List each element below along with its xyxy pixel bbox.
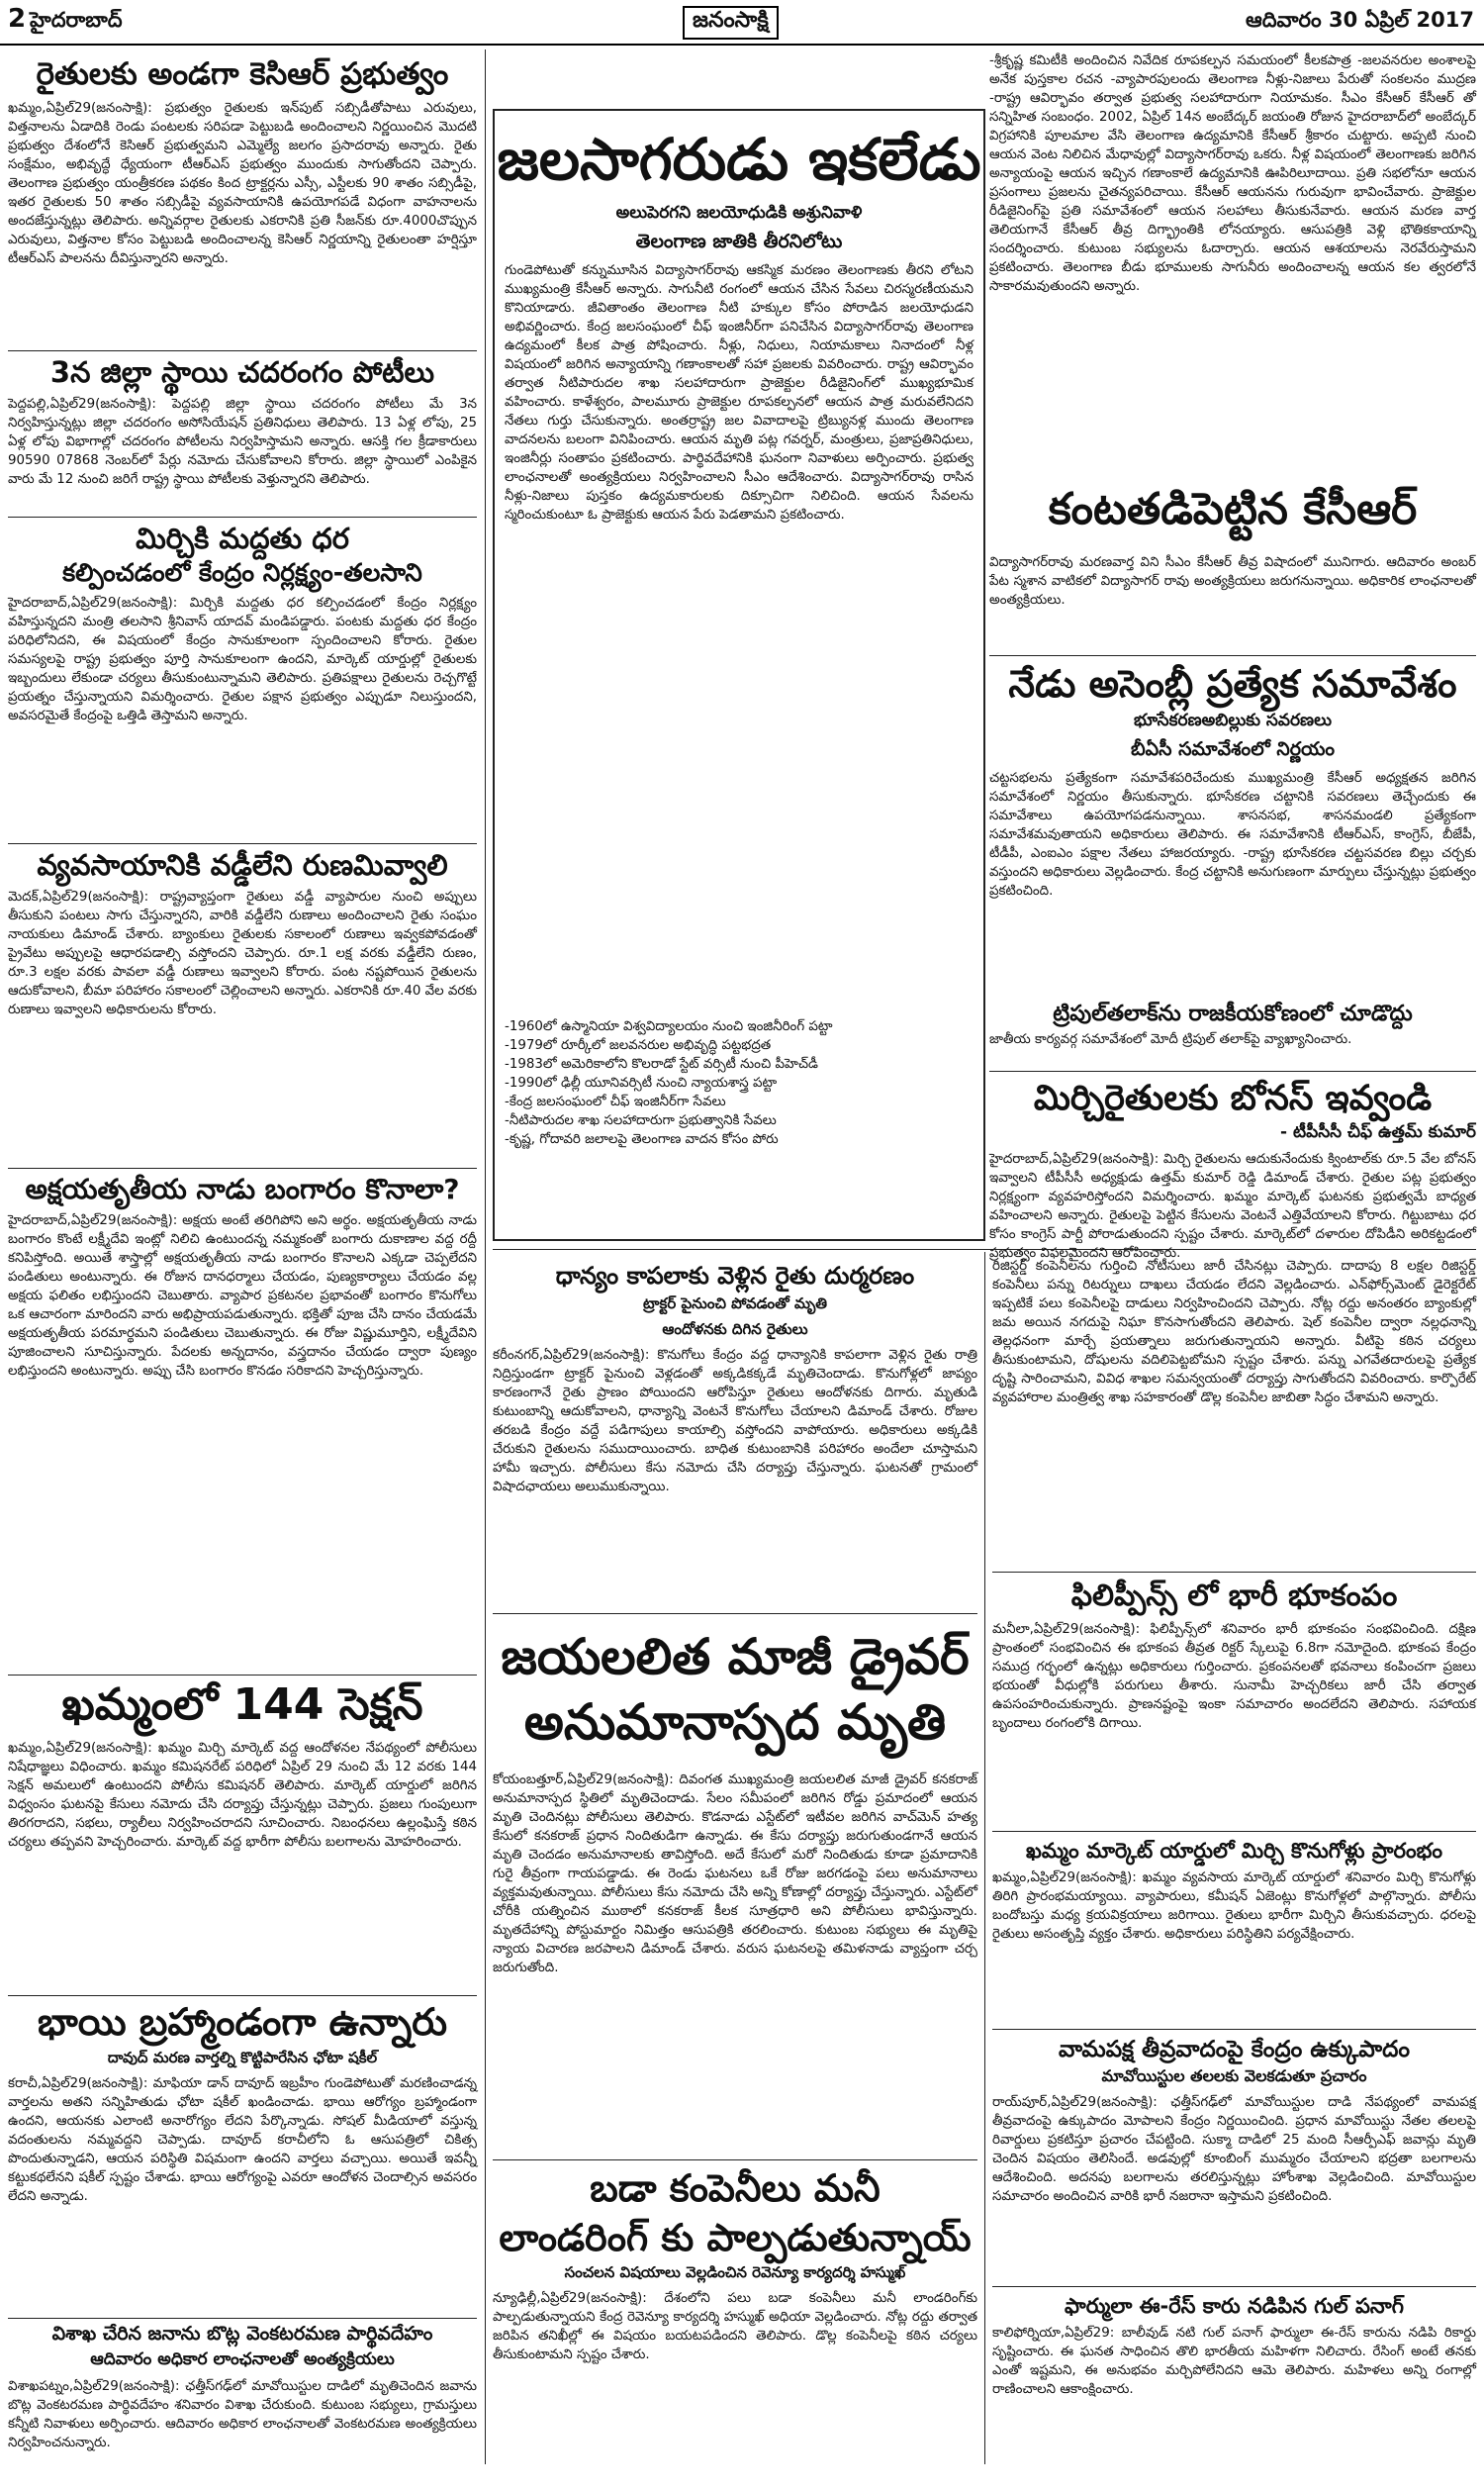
divider bbox=[8, 1995, 477, 1996]
bio-item: -కృష్ణ, గోదావరి జలాలపై తెలంగాణ వాదన కోసం పోరు bbox=[505, 1131, 779, 1147]
article-body: చట్టసభలను ప్రత్యేకంగా సమావేశపరిచేందుకు ముఖ్యమంత్రి కేసీఆర్ అధ్యక్షతన జరిగిన సమావేశంలో నిర్ణయం తీసుకున్నారు. భూసేకరణ చట్టానికి సవరణలు తెచ్చేందుకు ఈ సమావేశాలు ఉపయోగపడనున్నాయి. శాసనసభ, శాసనమండలి ప్రత్యేకంగా సమావేశమవుతాయని అధికారులు తెలిపారు. ఈ సమావేశానికి టీఆర్‌ఎస్, కాంగ్రెస్, బీజేపీ, టీడీపీ, ఎంఐఎం పక్షాల నేతలు హాజరయ్యారు. -రాష్ట్ర భూసేకరణ చట్టసవరణ బిల్లు చర్చకు వస్తుందని అధికారులు వెల్లడించారు. కేంద్ర చట్టానికి అనుగుణంగా మార్పులు చేస్తున్నట్లు ప్రభుత్వం ప్రకటించింది. bbox=[989, 770, 1476, 899]
headline: 3న జిల్లా స్థాయి చదరంగం పోటీలు bbox=[49, 355, 435, 389]
headline: మిర్చిరైతులకు బోనస్ ఇవ్వండి bbox=[1033, 1079, 1433, 1118]
divider bbox=[992, 1572, 1476, 1573]
headline: వ్యవసాయానికి వడ్డీలేని రుణమివ్వాలి bbox=[37, 848, 448, 882]
divider bbox=[992, 2286, 1476, 2287]
bio-list bbox=[495, 1013, 983, 1149]
divider bbox=[8, 2318, 477, 2319]
headline: జయలలిత మాజీ డ్రైవర్ bbox=[501, 1628, 970, 1685]
headline-line2: అనుమానాస్పద మృతి bbox=[523, 1692, 947, 1751]
headline: రైతులకు అండగా కెసిఆర్ ప్రభుత్వం bbox=[36, 56, 449, 92]
article-assembly bbox=[989, 663, 1476, 919]
lead-headline: జలసాగరుడు ఇకలేడు bbox=[497, 126, 981, 193]
article-akshaya bbox=[8, 1174, 477, 1663]
article-body: మెదక్,ఏప్రిల్29(జనంసాక్షి): రాష్ట్రవ్యాప్తంగా రైతులు వడ్డీ వ్యాపారుల నుంచి అప్పులు తీసుకుని పంటలు సాగు చేస్తున్నారని, వారికి వడ్డీలేని రుణాలు అందించాలని రైతు సంఘం నాయకులు డిమాండ్ చేశారు. బ్యాంకులు రైతులకు సకాలంలో రుణాలు ఇవ్వకపోవడంతో ప్రైవేటు అప్పులపై ఆధారపడాల్సి వస్తోందని చెప్పారు. రూ.1 లక్ష వరకు వడ్డీలేని రుణం, రూ.3 లక్షల వరకు పావలా వడ్డీ రుణాలు ఇవ్వాలని కోరారు. పంట నష్టపోయిన రైతులను ఆదుకోవాలని, బీమా పరిహారం సకాలంలో చెల్లించాలని అన్నారు. ఎకరానికి రూ.40 వేల వరకు రుణాలు ఇవ్వాలని అధికారులను కోరారు. bbox=[8, 890, 477, 1018]
article-section-144 bbox=[8, 1680, 477, 1983]
article-mirchi-bonus bbox=[989, 1079, 1476, 1262]
subheadline: ట్రాక్టర్ పైనుంచి పోవడంతో మృతి bbox=[643, 1293, 827, 1312]
divider bbox=[989, 655, 1476, 656]
article-mirchi-price bbox=[8, 523, 477, 819]
headline: వామపక్ష తీవ్రవాదంపై కేంద్రం ఉక్కుపాదం bbox=[1058, 2037, 1411, 2062]
headline: ఫార్ములా ఈ-రేస్ కారు నడిపిన గుల్ పనాగ్ bbox=[1065, 2294, 1404, 2318]
article-continuation: -శ్రీకృష్ణ కమిటీకి అందించిన నివేదిక రూపకల్పన సమయంలో కీలకపాత్ర -జలవనరుల అంశాలపై అనేక పుస్తకాల రచన -వ్యాపారపులందు తెలంగాణ నీళ్లు-నిజాలు పేరుతో సంకలనం ముద్రణ -రాష్ట్ర ఆవిర్భావం తర్వాత ప్రభుత్వ సలహాదారుగా నియామకం. సీఎం కేసీఆర్ కేసీఆర్ తో సన్నిహిత సంబంధం. 2002, ఏప్రిల్ 14న అంబేద్కర్ జయంతి రోజున హైదరాబాద్‌లో అంబేద్కర్ విగ్రహానికి పూలమాల వేసి తెలంగాణ ఉద్యమానికి కేసీఆర్ శ్రీకారం చుట్టారు. అప్పటి నుంచి ఆయన వెంట నిలిచిన మేధావుల్లో విద్యాసాగర్‌రావు ఒకరు. నీళ్ల విషయంలో తెలంగాణకు జరిగిన అన్యాయంపై ఆయన ఇచ్చిన గణాంకాలే ఉద్యమానికి ఊపిరిలూదాయి. ప్రతి సభలోనూ ఆయన ప్రసంగాలు ప్రజలను చైతన్యపరిచాయి. కేసీఆర్ ఆయనను గురువుగా భావించేవారు. ప్రాజెక్టుల రీడిజైనింగ్‌పై ప్రతి సమావేశంలో ఆయన సలహాలు తీసుకునేవారు. ఆయన మరణ వార్త తెలియగానే కేసీఆర్ తీవ్ర దిగ్భ్రాంతికి లోనయ్యారు. ఆసుపత్రికి వెళ్లి భౌతికకాయాన్ని సందర్శించారు. కుటుంబ సభ్యులను ఓదార్చారు. ఆయన ఆశయాలను నెరవేరుస్తామని ప్రకటించారు. తెలంగాణ బీడు భూములకు సాగునీరు అందించాలన్న ఆయన కల త్వరలోనే సాకారమవుతుందని అన్నారు. bbox=[989, 53, 1476, 294]
article-body: గుండెపోటుతో కన్నుమూసిన విద్యాసాగర్‌రావు ఆకస్మిక మరణం తెలంగాణకు తీరని లోటని ముఖ్యమంత్రి కేసీఆర్ అన్నారు. సాగునీటి రంగంలో ఆయన చేసిన సేవలు చిరస్మరణీయమని కొనియాడారు. జీవితాంతం తెలంగాణ నీటి హక్కుల కోసం పోరాడిన జలయోధుడని అభివర్ణించారు. కేంద్ర జలసంఘంలో చీఫ్ ఇంజినీర్‌గా పనిచేసిన విద్యాసాగర్‌రావు తెలంగాణ ఉద్యమంలో కీలక పాత్ర పోషించారు. నీళ్లు, నిధులు, నియామకాలు నినాదంలో నీళ్ల విషయంలో జరిగిన అన్యాయాన్ని గణాంకాలతో సహా ప్రజలకు వివరించారు. రాష్ట్ర ఆవిర్భావం తర్వాత నీటిపారుదల శాఖ సలహాదారుగా ప్రాజెక్టుల రీడిజైనింగ్‌లో ముఖ్యభూమిక వహించారు. కాళేశ్వరం, పాలమూరు ప్రాజెక్టుల రూపకల్పనలో ఆయన పాత్ర మరువలేనిదని నేతలు గుర్తు చేసుకున్నారు. అంతర్రాష్ట్ర జల వివాదాలపై ట్రిబ్యునళ్ల ముందు తెలంగాణ వాదనలను బలంగా వినిపించారు. ఆయన మృతి పట్ల గవర్నర్, మంత్రులు, ప్రజాప్రతినిధులు, ఇంజినీర్లు సంతాపం ప్రకటించారు. పార్థివదేహానికి ఘనంగా నివాళులు అర్పించారు. ప్రభుత్వ లాంఛనాలతో అంత్యక్రియలు నిర్వహించాలని సీఎం ఆదేశించారు. విద్యాసాగర్‌రావు రాసిన నీళ్లు-నిజాలు పుస్తకం ఉద్యమకారులకు దిక్సూచిగా నిలిచింది. ఆయన సేవలను స్మరించుకుంటూ ఓ ప్రాజెక్టుకు ఆయన పేరు పెడతామని ప్రకటించారు. bbox=[505, 262, 974, 523]
article-triple-talaq bbox=[989, 1002, 1476, 1049]
article-left-wing bbox=[992, 2037, 1476, 2281]
headline: విశాఖ చేరిన జనాను బొట్ల వెంకటరమణ పార్థివదేహం bbox=[51, 2323, 433, 2345]
subheadline: భూసేకరణఅబిల్లుకు సవరణలు bbox=[1133, 710, 1333, 730]
article-jawan bbox=[8, 2324, 477, 2490]
article-body: మనీలా,ఏప్రిల్29(జనంసాక్షి): ఫిలిప్పీన్స్‌లో శనివారం భారీ భూకంపం సంభవించింది. దక్షిణ ప్రాంతంలో సంభవించిన ఈ భూకంప తీవ్రత రిక్టర్ స్కేలుపై 6.8గా నమోదైంది. భూకంప కేంద్రం సముద్ర గర్భంలో ఉన్నట్లు అధికారులు గుర్తించారు. ప్రకంపనలతో భవనాలు కంపించగా ప్రజలు భయంతో వీధుల్లోకి పరుగులు తీశారు. సునామీ హెచ్చరికలు జారీ చేసి తర్వాత ఉపసంహరించుకున్నారు. ప్రాణనష్టంపై ఇంకా సమాచారం అందలేదని తెలిపారు. సహాయక బృందాలు రంగంలోకి దిగాయి. bbox=[992, 1621, 1476, 1731]
article-body: జాతీయ కార్యవర్గ సమావేశంలో మోదీ ట్రిపుల్ తలాక్‌పై వ్యాఖ్యానించారు. bbox=[989, 1032, 1352, 1048]
bio-item: -1979లో రూర్కీలో జలవనరుల అభివృద్ధి పట్టభద్రత bbox=[505, 1037, 772, 1053]
divider bbox=[8, 843, 477, 844]
headline: ధాన్యం కాపలాకు వెళ్లిన రైతు దుర్మరణం bbox=[555, 1262, 915, 1290]
headline: కంటతడిపెట్టిన కేసీఆర్ bbox=[1048, 484, 1418, 534]
divider bbox=[989, 1071, 1476, 1072]
article-khammam-market bbox=[992, 1839, 1476, 2000]
divider bbox=[493, 2159, 977, 2160]
masthead bbox=[0, 0, 1484, 46]
headline: మిర్చికి మద్దతు ధర bbox=[136, 522, 349, 555]
article-body: ఖమ్మం,ఏప్రిల్29(జనంసాక్షి): ఖమ్మం వ్యవసాయ మార్కెట్ యార్డులో శనివారం మిర్చి కొనుగోళ్లు తిరిగి ప్రారంభమయ్యాయి. వ్యాపారులు, కమీషన్ ఏజెంట్లు కొనుగోళ్లలో పాల్గొన్నారు. పోలీసు బందోబస్తు మధ్య క్రయవిక్రయాలు జరిగాయి. రైతులు భారీగా మిర్చిని తీసుకువచ్చారు. ధరలపై రైతులు అసంతృప్తి వ్యక్తం చేశారు. అధికారులు పరిస్థితిని పర్యవేక్షించారు. bbox=[992, 1870, 1476, 1943]
article-money-laundering bbox=[493, 2167, 977, 2383]
middle-lower-column bbox=[493, 1257, 977, 2464]
bio-item: -1960లో ఉస్మానియా విశ్వవిద్యాలయం నుంచి ఇంజినీరింగ్ పట్టా bbox=[505, 1018, 833, 1034]
article-body: న్యూఢిల్లీ,ఏప్రిల్29(జనంసాక్షి): దేశంలోని పలు బడా కంపెనీలు మనీ లాండరింగ్‌కు పాల్పడుతున్నాయని కేంద్ర రెవెన్యూ కార్యదర్శి హస్ముఖ్ అధియా వెల్లడించారు. నోట్ల రద్దు తర్వాత జరిపిన తనిఖీల్లో ఈ విషయం బయటపడిందని తెలిపారు. డొల్ల కంపెనీలపై కఠిన చర్యలు తీసుకుంటామని స్పష్టం చేశారు. bbox=[493, 2291, 977, 2363]
page-section: హైదరాబాద్ bbox=[30, 8, 123, 32]
right-lower-column bbox=[992, 1257, 1476, 2464]
article-jayalalitha-driver bbox=[493, 1629, 977, 2128]
article-body: కాలిఫోర్నియా,ఏప్రిల్29: బాలీవుడ్ నటి గుల్ పనాగ్ ఫార్ములా ఈ-రేస్ కారును నడిపి రికార్డు సృష్టించారు. ఈ ఘనత సాధించిన తొలి భారతీయ మహిళగా నిలిచారు. రేసింగ్ అంటే తనకు ఎంతో ఇష్టమని, ఈ అనుభవం మర్చిపోలేనిదని ఆమె తెలిపారు. మహిళలు అన్ని రంగాల్లో రాణించాలని ఆకాంక్షించారు. bbox=[992, 2326, 1476, 2398]
article-dawood bbox=[8, 2001, 477, 2300]
headline-line2: లాండరింగ్ కు పాల్పడుతున్నాయ్ bbox=[499, 2215, 972, 2259]
article-gul-panag bbox=[992, 2294, 1476, 2455]
article-body: రాయ్‌పూర్,ఏప్రిల్29(జనంసాక్షి): ఛత్తీస్‌గఢ్‌లో మావోయిస్టుల దాడి నేపథ్యంలో వామపక్ష తీవ్రవాదంపై ఉక్కుపాదం మోపాలని కేంద్రం నిర్ణయించింది. ప్రధాన మావోయిస్టు నేతల తలలపై రివార్డులు ప్రకటిస్తూ ప్రచారం చేపట్టింది. సుక్మా దాడిలో 25 మంది సీఆర్పీఎఫ్ జవాన్లు మృతి చెందిన విషయం తెలిసిందే. అడవుల్లో కూంబింగ్ ముమ్మరం చేయాలని భద్రతా బలగాలను ఆదేశించింది. అదనపు బలగాలను తరలిస్తున్నట్లు హోంశాఖ వెల్లడించింది. మావోయిస్టుల సమాచారం అందించిన వారికి భారీ నజరానా ఇస్తామని ప్రకటించింది. bbox=[992, 2095, 1476, 2205]
subheadline-2: బీఏసీ సమావేశంలో నిర్ణయం bbox=[1130, 737, 1336, 760]
lead-subheadline: అలుపెరగని జలయోధుడికి అశ్రునివాళి bbox=[615, 202, 863, 223]
divider bbox=[992, 1831, 1476, 1832]
divider bbox=[8, 1168, 477, 1169]
article-body: హైదరాబాద్,ఏప్రిల్29(జనంసాక్షి): మిర్చికి మద్దతు ధర కల్పించడంలో కేంద్రం నిర్లక్ష్యం వహిస్తున్నదని మంత్రి తలసాని శ్రీనివాస్ యాదవ్ మండిపడ్డారు. పంటకు మద్దతు ధర కేంద్రం పరిధిలోనిదని, ఈ విషయంలో కేంద్రం సానుకూలంగా స్పందించాలని కోరారు. రైతుల సమస్యలపై రాష్ట్ర ప్రభుత్వం పూర్తి సానుకూలంగా ఉందని, మార్కెట్‌ యార్డుల్లో రైతులకు ఇబ్బందులు లేకుండా చర్యలు తీసుకుంటున్నామని తెలిపారు. ప్రతిపక్షాలు రైతులను రెచ్చగొట్టే ప్రయత్నం చేస్తున్నాయని విమర్శించారు. రైతుల పక్షాన ప్రభుత్వం ఎప్పుడూ నిలుస్తుందని, అవసరమైతే కేంద్రంపై ఒత్తిడి తెస్తామని అన్నారు. bbox=[8, 596, 477, 724]
byline: - టీపీసీసీ చీఫ్ ఉత్తమ్ కుమార్ bbox=[1280, 1122, 1476, 1143]
article-chess bbox=[8, 356, 477, 508]
headline: బడా కంపెనీలు మనీ bbox=[590, 2166, 881, 2210]
article-loans bbox=[8, 849, 477, 1151]
newspaper-logo: జనంసాక్షి bbox=[683, 6, 779, 40]
article-continuation: రిజిస్టర్డ్ కంపెనీలను గుర్తించి నోటీసులు జారీ చేసినట్లు చెప్పారు. దాదాపు 8 లక్షల రిజిస్టర్డ్ కంపెనీలు పన్ను రిటర్నులు దాఖలు చేయడం లేదని వెల్లడించారు. ఎన్‌ఫోర్స్‌మెంట్ డైరెక్టరేట్ ఇప్పటికే పలు కంపెనీలపై దాడులు నిర్వహించిందని చెప్పారు. నోట్ల రద్దు అనంతరం బ్యాంకుల్లో జమ అయిన నగదుపై నిఘా కొనసాగుతోందని తెలిపారు. షెల్ కంపెనీల ద్వారా నల్లధనాన్ని తెల్లధనంగా మార్చే ప్రయత్నాలు జరుగుతున్నాయని అన్నారు. వీటిపై కఠిన చర్యలు తీసుకుంటామని, దోషులను వదిలిపెట్టబోమని స్పష్టం చేశారు. పన్ను ఎగవేతదారులపై ప్రత్యేక దృష్టి సారించామని, వివిధ శాఖల సమన్వయంతో దర్యాప్తు సాగుతోందని వివరించారు. కార్పొరేట్ వ్యవహారాల మంత్రిత్వ శాఖ సహకారంతో డొల్ల కంపెనీల జాబితా సిద్ధం చేశామని అన్నారు. bbox=[992, 1259, 1476, 1405]
bio-item: -కేంద్ర జలసంఘంలో చీఫ్ ఇంజినీర్‌గా సేవలు bbox=[505, 1094, 726, 1109]
subheadline: దావుద్ మరణ వార్తల్ని కొట్టిపారేసిన ఛోటా షకీల్ bbox=[107, 2048, 378, 2066]
lead-subheadline-2: తెలంగాణ జాతికి తీరనిలోటు bbox=[635, 230, 843, 252]
page-number: 2 bbox=[8, 4, 27, 34]
headline: నేడు అసెంబ్లీ ప్రత్యేక సమావేశం bbox=[1008, 662, 1457, 706]
article-body: హైదరాబాద్,ఏప్రిల్29(జనంసాక్షి): మిర్చి రైతులను ఆదుకునేందుకు క్వింటాల్‌కు రూ.5 వేల బోనస్ ఇవ్వాలని టీపీసీసీ అధ్యక్షుడు ఉత్తమ్ కుమార్ రెడ్డి డిమాండ్ చేశారు. రైతుల పట్ల ప్రభుత్వం నిర్లక్ష్యంగా వ్యవహరిస్తోందని విమర్శించారు. ఖమ్మం మార్కెట్ ఘటనకు ప్రభుత్వమే బాధ్యత వహించాలని అన్నారు. రైతులపై పెట్టిన కేసులను వెంటనే ఎత్తివేయాలని కోరారు. గిట్టుబాటు ధర కోసం కాంగ్రెస్ పార్టీ పోరాడుతుందని స్పష్టం చేశారు. మార్కెట్‌లో దళారుల దోపిడీని అరికట్టడంలో ప్రభుత్వం విఫలమైందని ఆరోపించారు. bbox=[989, 1152, 1476, 1262]
subheadline: సంచలన విషయాలు వెల్లడించిన రెవెన్యూ కార్యదర్శి హస్ముఖ్ bbox=[564, 2263, 906, 2282]
left-column bbox=[8, 51, 477, 2466]
headline: అక్షయతృతీయ నాడు బంగారం కొనాలా? bbox=[25, 1173, 460, 1205]
article-body: కోయంబత్తూర్,ఏప్రిల్29(జనంసాక్షి): దివంగత ముఖ్యమంత్రి జయలలిత మాజీ డ్రైవర్ కనకరాజ్ అనుమానాస్పద స్థితిలో మృతిచెందాడు. సేలం సమీపంలో జరిగిన రోడ్డు ప్రమాదంలో ఆయన మృతి చెందినట్లు పోలీసులు తెలిపారు. కొడనాడు ఎస్టేట్‌లో ఇటీవల జరిగిన వాచ్‌మెన్ హత్య కేసులో కనకరాజ్ ప్రధాన నిందితుడిగా ఉన్నాడు. ఈ కేసు దర్యాప్తు జరుగుతుండగానే ఆయన మృతి చెందడం అనుమానాలకు తావిస్తోంది. అదే కేసులో మరో నిందితుడు కూడా ప్రమాదానికి గురై తీవ్రంగా గాయపడ్డాడు. ఈ రెండు ఘటనలు ఒకే రోజు జరగడంపై పలు అనుమానాలు వ్యక్తమవుతున్నాయి. పోలీసులు కేసు నమోదు చేసి అన్ని కోణాల్లో దర్యాప్తు చేస్తున్నారు. ఎస్టేట్‌లో చోరీకి యత్నించిన ముఠాలో కనకరాజ్ కీలక సూత్రధారి అని పోలీసులు భావిస్తున్నారు. మృతదేహాన్ని పోస్టుమార్టం నిమిత్తం ఆసుపత్రికి తరలించారు. కుటుంబ సభ్యులు ఈ మృతిపై న్యాయ విచారణ జరపాలని డిమాండ్ చేశారు. వరుస ఘటనలపై తమిళనాడు వ్యాప్తంగా చర్చ జరుగుతోంది. bbox=[493, 1772, 977, 1975]
subheadline: మావోయిస్టుల తలలకు వెలకడుతూ ప్రచారం bbox=[1101, 2066, 1367, 2086]
divider bbox=[8, 1675, 477, 1676]
article-body: ఖమ్మం,ఏప్రిల్29(జనంసాక్షి): ఖమ్మం మిర్చి మార్కెట్ వద్ద ఆందోళనల నేపథ్యంలో పోలీసులు నిషేధాజ్ఞలు విధించారు. ఖమ్మం కమిషనరేట్ పరిధిలో ఏప్రిల్ 29 నుంచి మే 12 వరకు 144 సెక్షన్ అమలులో ఉంటుందని పోలీసు కమిషనర్ తెలిపారు. మార్కెట్ యార్డులో జరిగిన విధ్వంసం ఘటనపై కేసులు నమోదు చేసి దర్యాప్తు చేస్తున్నట్లు చెప్పారు. ప్రజలు గుంపులుగా తిరగరాదని, సభలు, ర్యాలీలు నిర్వహించరాదని సూచించారు. నిబంధనలు ఉల్లంఘిస్తే కఠిన చర్యలు తప్పవని హెచ్చరించారు. మార్కెట్ వద్ద భారీగా పోలీసు బలగాలను మోహరించారు. bbox=[8, 1740, 477, 1850]
article-kcr-farmers bbox=[8, 57, 477, 329]
article-body: విద్యాసాగర్‌రావు మరణవార్త విని సీఎం కేసీఆర్ తీవ్ర విషాదంలో మునిగారు. ఆదివారం అంబర్ పేట స్మశాన వాటికలో విద్యాసాగర్ రావు అంత్యక్రియలు జరుగనున్నాయి. అధికారిక లాంఛనాలతో అంత్యక్రియలు. bbox=[989, 554, 1476, 608]
page-date: ఆదివారం 30 ఏప్రిల్ 2017 bbox=[1245, 8, 1474, 32]
subheadline: ఆదివారం అధికార లాంఛనాలతో అంత్యక్రియలు bbox=[90, 2348, 395, 2369]
headline-line2: కల్పించడంలో కేంద్రం నిర్లక్ష్యం-తలసాని bbox=[62, 558, 422, 588]
article-body: విశాఖపట్నం,ఏప్రిల్29(జనంసాక్షి): ఛత్తీస్‌గఢ్‌లో మావోయిస్టుల దాడిలో మృతిచెందిన జవాను బొట్ల వెంకటరమణ పార్థివదేహం శనివారం విశాఖ చేరుకుంది. కుటుంబ సభ్యులు, గ్రామస్తులు కన్నీటి నివాళులు అర్పించారు. ఆదివారం అధికార లాంఛనాలతో వెంకటరమణ అంత్యక్రియలు నిర్వహించనున్నారు. bbox=[8, 2378, 477, 2450]
divider bbox=[493, 1249, 1476, 1250]
divider bbox=[493, 1613, 977, 1614]
headline: ఖమ్మంలో 144 సెక్షన్ bbox=[61, 1679, 423, 1730]
headline: ఖమ్మం మార్కెట్ యార్డులో మిర్చి కొనుగోళ్లు ప్రారంభం bbox=[1025, 1839, 1443, 1863]
divider bbox=[8, 517, 477, 518]
column-divider bbox=[984, 1252, 985, 2464]
article-body: పెద్దపల్లి,ఏప్రిల్29(జనంసాక్షి): పెద్దపల్లి జిల్లా స్థాయి చదరంగం పోటీలు మే 3న నిర్వహిస్తున్నట్లు జిల్లా చదరంగం అసోసియేషన్ ప్రతినిధులు తెలిపారు. 13 ఏళ్ల లోపు, 25 ఏళ్ల లోపు విభాగాల్లో చదరంగం పోటీలను నిర్వహిస్తామని అన్నారు. ఆసక్తి గల క్రీడాకారులు 90590 07868 నెంబర్‌లో పేర్లు నమోదు చేసుకోవాలని కోరారు. జిల్లా స్థాయిలో ఎంపికైన వారు మే 12 నుంచి జరిగే రాష్ట్ర స్థాయి పోటీలకు వెళ్తున్నారని తెలిపారు. bbox=[8, 397, 477, 488]
right-top-column bbox=[989, 51, 1476, 1262]
divider bbox=[992, 2029, 1476, 2030]
column-divider bbox=[485, 49, 486, 2464]
article-philippines-quake bbox=[992, 1580, 1476, 1808]
article-body: కరీంనగర్,ఏప్రిల్29(జనంసాక్షి): కొనుగోలు కేంద్రం వద్ద ధాన్యానికి కాపలాగా వెళ్లిన రైతు రాత్రి నిద్రిస్తుండగా ట్రాక్టర్ పైనుంచి వెళ్లడంతో అక్కడికక్కడే మృతిచెందాడు. కొనుగోళ్లలో జాప్యం కారణంగానే రైతు ప్రాణం పోయిందని ఆరోపిస్తూ రైతులు ఆందోళనకు దిగారు. మృతుడి కుటుంబాన్ని ఆదుకోవాలని, ధాన్యాన్ని వెంటనే కొనుగోలు చేయాలని డిమాండ్ చేశారు. రోజుల తరబడి కేంద్రం వద్దే పడిగాపులు కాయాల్సి వస్తోందని వాపోయారు. అధికారులు అక్కడికి చేరుకుని రైతులను సముదాయించారు. బాధిత కుటుంబానికి పరిహారం అందేలా చూస్తామని హామీ ఇచ్చారు. పోలీసులు కేసు నమోదు చేసి దర్యాప్తు చేస్తున్నారు. ఘటనతో గ్రామంలో విషాదఛాయలు అలుముకున్నాయి. bbox=[493, 1347, 977, 1494]
headline: ట్రిపుల్‌తలాక్‌ను రాజకీయకోణంలో చూడొద్దు bbox=[1053, 1002, 1413, 1026]
divider bbox=[8, 350, 477, 351]
article-body: కరాచీ,ఏప్రిల్29(జనంసాక్షి): మాఫియా డాన్ దావూద్ ఇబ్రహీం గుండెపోటుతో మరణించాడన్న వార్తలను అతని సన్నిహితుడు ఛోటా షకీల్ ఖండించాడు. భాయి ఆరోగ్యం బ్రహ్మాండంగా ఉందని, ఆయనకు ఎలాంటి అనారోగ్యం లేదని పేర్కొన్నాడు. సోషల్ మీడియాలో వస్తున్న వదంతులను నమ్మవద్దని చెప్పాడు. దావూద్ కరాచీలోని ఓ ఆసుపత్రిలో చికిత్స పొందుతున్నాడని, ఆయన పరిస్థితి విషమంగా ఉందని వార్తలు వచ్చాయి. అయితే ఇవన్నీ కట్టుకథలేనని షకీల్ స్పష్టం చేశాడు. భాయి ఆరోగ్యంపై ఎవరూ ఆందోళన చెందాల్సిన అవసరం లేదని అన్నాడు. bbox=[8, 2075, 477, 2204]
article-body: ఖమ్మం,ఏప్రిల్29(జనంసాక్షి): ప్రభుత్వం రైతులకు ఇన్‌పుట్ సబ్సిడీతోపాటు ఎరువులు, విత్తనాలను ఏడాదికి రెండు పంటలకు సరిపడా పెట్టుబడి అందించాలని నిర్ణయించిన మొదటి ప్రభుత్వం దేశంలోనే కెసిఆర్ ప్రభుత్వమని ఎమ్మెల్యే జలగం ప్రసాదరావు అన్నారు. రైతు సంక్షేమం, అభివృద్ధే ధ్యేయంగా టీఆర్‌ఎస్‌ ప్రభుత్వం ముందుకు సాగుతోందని చెప్పారు. తెలంగాణ ప్రభుత్వం యంత్రీకరణ పథకం కింద ట్రాక్టర్లను ఎస్సీ, ఎస్టీలకు 90 శాతం సబ్సిడీపై, ఇతర రైతులకు 50 శాతం సబ్సిడీపై వ్యవసాయానికి ఉపయోగపడే విధంగా వాహనాలను అందజేస్తున్నట్లు తెలిపారు. అన్నివర్గాల రైతులకు ఎకరానికి ప్రతి సీజన్‌కు రూ.4000చొప్పున ఎరువులు, విత్తనాల కోసం పెట్టుబడి అందించాలన్న కెసిఆర్ నిర్ణయాన్ని రైతులంతా హర్షిస్తూ టీఆర్‌ఎస్‌ పాలనను దీవిస్తున్నారని అన్నారు. bbox=[8, 100, 477, 266]
headline: భాయి బ్రహ్మాండంగా ఉన్నారు bbox=[38, 2000, 447, 2044]
headline: ఫిలిప్పీన్స్ లో భారీ భూకంపం bbox=[1070, 1579, 1398, 1613]
subheadline-2: ఆందోళనకు దిగిన రైతులు bbox=[662, 1319, 808, 1338]
lead-article-box bbox=[493, 109, 985, 1241]
article-body: హైదరాబాద్,ఏప్రిల్29(జనంసాక్షి): అక్షయ అంటే తరిగిపోని అని అర్థం. అక్షయతృతీయ నాడు బంగారం కొంటే లక్ష్మీదేవి ఇంట్లో నిలిచి ఉంటుందన్న నమ్మకంతో బంగారు దుకాణాల వద్ద రద్దీ కనిపిస్తోంది. అయితే శాస్త్రాల్లో అక్షయతృతీయ నాడు బంగారం కొనాలని ఎక్కడా చెప్పలేదని పండితులు అంటున్నారు. ఈ రోజున దానధర్మాలు చేయడం, పుణ్యకార్యాలు చేయడం వల్ల అక్షయ ఫలితం లభిస్తుందని చెబుతారు. వ్యాపార ప్రకటనల ప్రభావంతో బంగారం కొనుగోలు ఒక ఆచారంగా మారిందని వారు అభిప్రాయపడుతున్నారు. భక్తితో పూజ చేసి దానం చేయడమే అక్షయతృతీయ పరమార్థమని పండితులు చెబుతున్నారు. ఈ రోజు విష్ణుమూర్తిని, లక్ష్మీదేవిని పూజించాలని సూచిస్తున్నారు. పేదలకు అన్నదానం, వస్త్రదానం చేయడం ద్వారా పుణ్యం లభిస్తుందని అంటున్నారు. అప్పు చేసి బంగారం కొనడం సరికాదని హెచ్చరిస్తున్నారు. bbox=[8, 1213, 477, 1380]
bio-item: -నీటిపారుదల శాఖ సలహాదారుగా ప్రభుత్వానికి సేవలు bbox=[505, 1112, 777, 1128]
bio-item: -1990లో ఢిల్లీ యూనివర్సిటీ నుంచి న్యాయశాస్త్ర పట్టా bbox=[505, 1075, 778, 1091]
bio-item: -1983లో అమెరికాలోని కొలరాడో స్టేట్ వర్సిటీ నుంచి పీహెచ్‌డీ bbox=[505, 1056, 818, 1072]
